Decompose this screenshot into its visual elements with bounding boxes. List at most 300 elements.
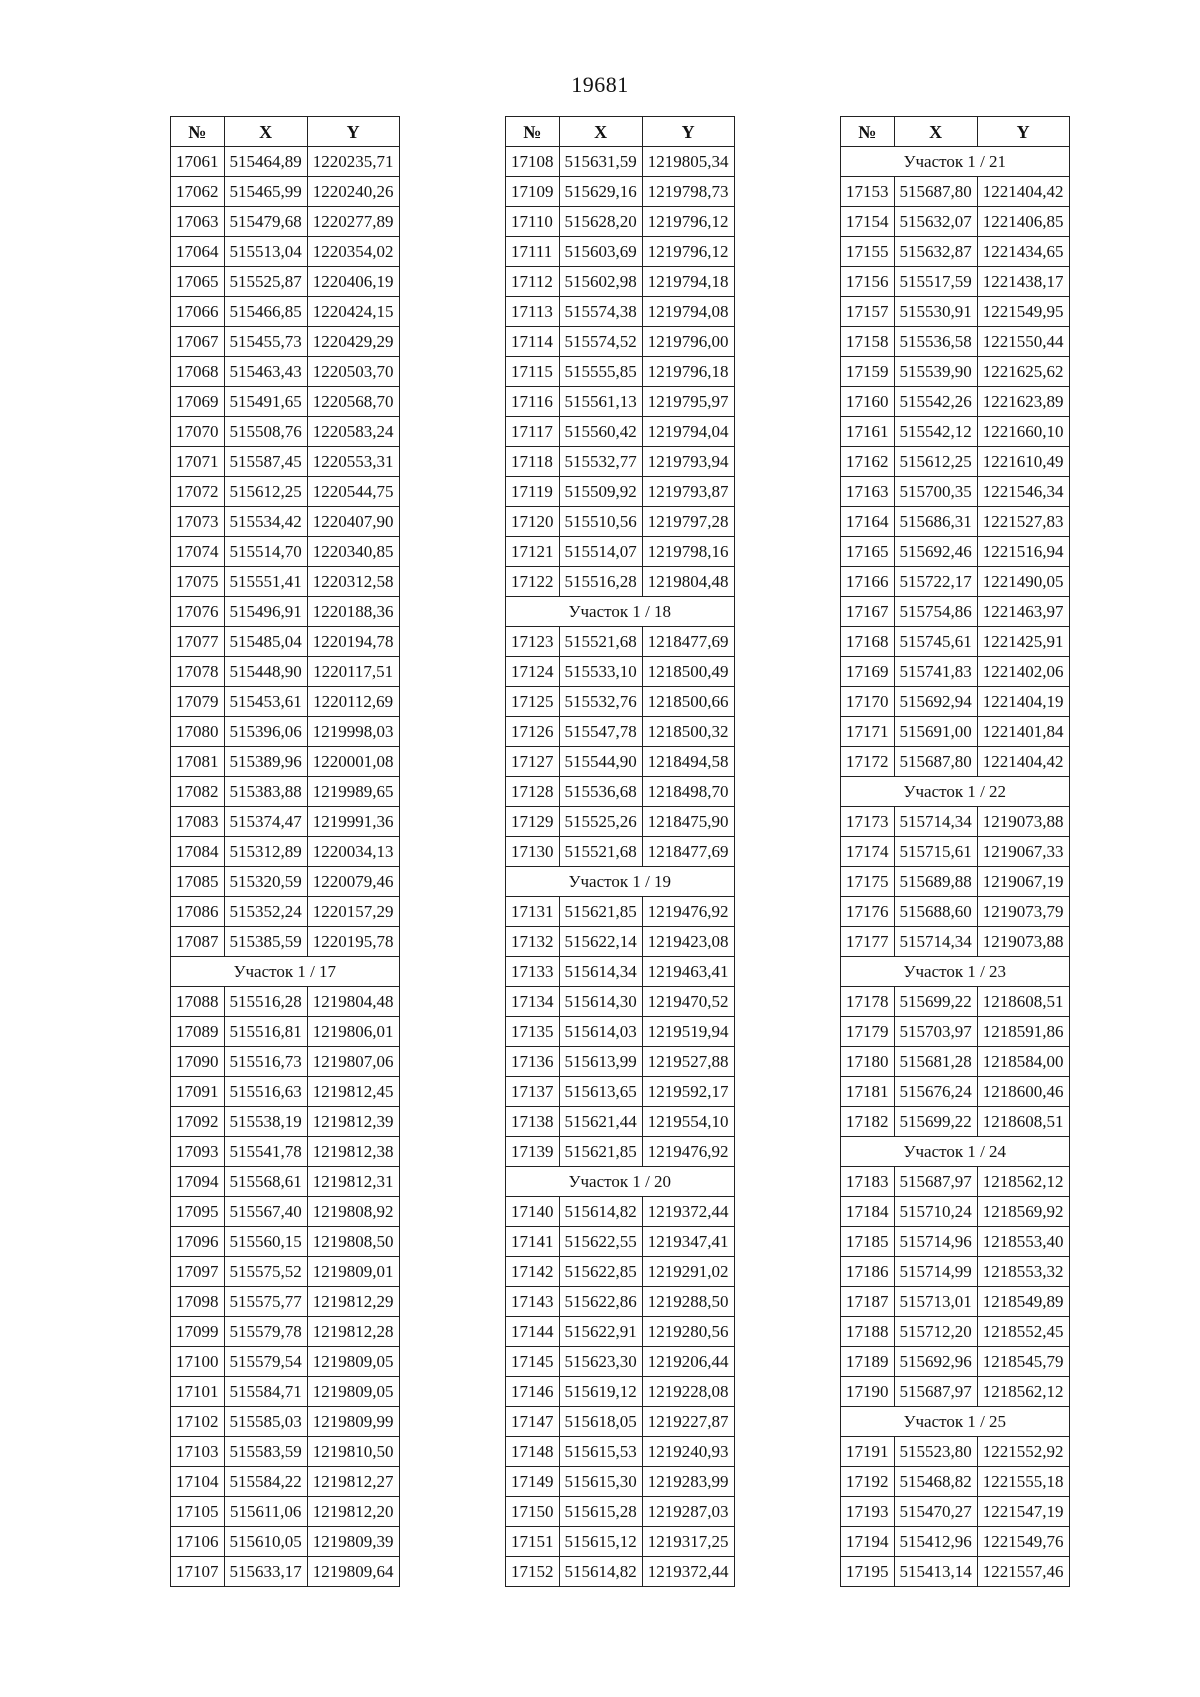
- x-coordinate: 515374,47: [224, 807, 307, 837]
- x-coordinate: 515713,01: [894, 1287, 977, 1317]
- table-row: [506, 267, 735, 297]
- y-coordinate: 1221406,85: [977, 207, 1069, 237]
- y-coordinate: 1220429,29: [307, 327, 399, 357]
- point-number: 17130: [506, 837, 560, 867]
- x-coordinate: 515623,30: [559, 1347, 642, 1377]
- x-coordinate: 515448,90: [224, 657, 307, 687]
- x-coordinate: 515385,59: [224, 927, 307, 957]
- x-coordinate: 515692,46: [894, 537, 977, 567]
- table-row: [171, 867, 400, 897]
- point-number: 17081: [171, 747, 225, 777]
- table-row: [841, 717, 1070, 747]
- x-coordinate: 515521,68: [559, 627, 642, 657]
- x-coordinate: 515692,96: [894, 1347, 977, 1377]
- point-number: 17186: [841, 1257, 895, 1287]
- y-coordinate: 1220407,90: [307, 507, 399, 537]
- table-row: [506, 447, 735, 477]
- x-coordinate: 515525,26: [559, 807, 642, 837]
- x-coordinate: 515602,98: [559, 267, 642, 297]
- y-coordinate: 1219592,17: [642, 1077, 734, 1107]
- table-row: [506, 477, 735, 507]
- x-coordinate: 515536,58: [894, 327, 977, 357]
- section-title: Участок 1 / 23: [841, 957, 1070, 987]
- point-number: 17094: [171, 1167, 225, 1197]
- point-number: 17182: [841, 1107, 895, 1137]
- point-number: 17123: [506, 627, 560, 657]
- point-number: 17088: [171, 987, 225, 1017]
- point-number: 17125: [506, 687, 560, 717]
- x-coordinate: 515615,12: [559, 1527, 642, 1557]
- point-number: 17133: [506, 957, 560, 987]
- x-coordinate: 515532,76: [559, 687, 642, 717]
- point-number: 17190: [841, 1377, 895, 1407]
- table-row: [506, 1557, 735, 1587]
- x-coordinate: 515579,54: [224, 1347, 307, 1377]
- section-title: Участок 1 / 21: [841, 147, 1070, 177]
- point-number: 17127: [506, 747, 560, 777]
- section-title: Участок 1 / 18: [506, 597, 735, 627]
- point-number: 17093: [171, 1137, 225, 1167]
- section-row: [506, 597, 735, 627]
- table-row: [506, 1047, 735, 1077]
- table-row: [841, 1467, 1070, 1497]
- y-coordinate: 1220034,13: [307, 837, 399, 867]
- point-number: 17075: [171, 567, 225, 597]
- table-row: [171, 1377, 400, 1407]
- point-number: 17061: [171, 147, 225, 177]
- y-coordinate: 1219796,00: [642, 327, 734, 357]
- y-coordinate: 1220340,85: [307, 537, 399, 567]
- point-number: 17074: [171, 537, 225, 567]
- y-coordinate: 1221438,17: [977, 267, 1069, 297]
- x-coordinate: 515412,96: [894, 1527, 977, 1557]
- x-coordinate: 515703,97: [894, 1017, 977, 1047]
- point-number: 17119: [506, 477, 560, 507]
- y-coordinate: 1219812,31: [307, 1167, 399, 1197]
- x-coordinate: 515320,59: [224, 867, 307, 897]
- table-row: [171, 1167, 400, 1197]
- point-number: 17100: [171, 1347, 225, 1377]
- y-coordinate: 1219240,93: [642, 1437, 734, 1467]
- y-coordinate: 1219998,03: [307, 717, 399, 747]
- x-coordinate: 515700,35: [894, 477, 977, 507]
- x-coordinate: 515621,85: [559, 897, 642, 927]
- y-coordinate: 1219812,28: [307, 1317, 399, 1347]
- y-coordinate: 1218553,32: [977, 1257, 1069, 1287]
- x-coordinate: 515567,40: [224, 1197, 307, 1227]
- y-coordinate: 1220117,51: [307, 657, 399, 687]
- x-coordinate: 515516,28: [224, 987, 307, 1017]
- table-row: [506, 1407, 735, 1437]
- table-row: [171, 1017, 400, 1047]
- section-title: Участок 1 / 17: [171, 957, 400, 987]
- table-row: [506, 657, 735, 687]
- y-coordinate: 1221404,19: [977, 687, 1069, 717]
- point-number: 17157: [841, 297, 895, 327]
- y-coordinate: 1218569,92: [977, 1197, 1069, 1227]
- table-row: [841, 927, 1070, 957]
- y-coordinate: 1219470,52: [642, 987, 734, 1017]
- x-coordinate: 515614,03: [559, 1017, 642, 1047]
- x-coordinate: 515614,82: [559, 1557, 642, 1587]
- x-coordinate: 515710,24: [894, 1197, 977, 1227]
- x-coordinate: 515516,63: [224, 1077, 307, 1107]
- table-row: [506, 357, 735, 387]
- y-coordinate: 1221401,84: [977, 717, 1069, 747]
- table-row: [506, 1287, 735, 1317]
- table-row: [506, 897, 735, 927]
- x-coordinate: 515468,82: [894, 1467, 977, 1497]
- point-number: 17101: [171, 1377, 225, 1407]
- table-row: [171, 447, 400, 477]
- table-row: [841, 837, 1070, 867]
- x-coordinate: 515551,41: [224, 567, 307, 597]
- y-coordinate: 1219798,16: [642, 537, 734, 567]
- point-number: 17066: [171, 297, 225, 327]
- x-coordinate: 515633,17: [224, 1557, 307, 1587]
- point-number: 17195: [841, 1557, 895, 1587]
- y-coordinate: 1221555,18: [977, 1467, 1069, 1497]
- table-row: [171, 567, 400, 597]
- table-row: [171, 1347, 400, 1377]
- y-coordinate: 1219527,88: [642, 1047, 734, 1077]
- table-row: [841, 567, 1070, 597]
- point-number: 17103: [171, 1437, 225, 1467]
- y-coordinate: 1220406,19: [307, 267, 399, 297]
- y-coordinate: 1219796,12: [642, 237, 734, 267]
- y-coordinate: 1221434,65: [977, 237, 1069, 267]
- x-coordinate: 515632,07: [894, 207, 977, 237]
- y-coordinate: 1219795,97: [642, 387, 734, 417]
- table-row: [171, 717, 400, 747]
- table-row: [841, 1197, 1070, 1227]
- table-row: [506, 1347, 735, 1377]
- table-row: [841, 897, 1070, 927]
- point-number: 17114: [506, 327, 560, 357]
- y-coordinate: 1219809,05: [307, 1377, 399, 1407]
- y-coordinate: 1220079,46: [307, 867, 399, 897]
- y-coordinate: 1219809,39: [307, 1527, 399, 1557]
- point-number: 17153: [841, 177, 895, 207]
- point-number: 17164: [841, 507, 895, 537]
- y-coordinate: 1219519,94: [642, 1017, 734, 1047]
- y-coordinate: 1220194,78: [307, 627, 399, 657]
- table-row: [841, 177, 1070, 207]
- y-coordinate: 1218498,70: [642, 777, 734, 807]
- y-coordinate: 1219809,64: [307, 1557, 399, 1587]
- y-coordinate: 1219812,29: [307, 1287, 399, 1317]
- table-row: [506, 1497, 735, 1527]
- table-row: [506, 1527, 735, 1557]
- x-coordinate: 515622,55: [559, 1227, 642, 1257]
- col-header-x: X: [559, 117, 642, 147]
- y-coordinate: 1219806,01: [307, 1017, 399, 1047]
- x-coordinate: 515465,99: [224, 177, 307, 207]
- table-row: [171, 1437, 400, 1467]
- point-number: 17113: [506, 297, 560, 327]
- x-coordinate: 515352,24: [224, 897, 307, 927]
- y-coordinate: 1219227,87: [642, 1407, 734, 1437]
- table-row: [841, 867, 1070, 897]
- table-row: [506, 1377, 735, 1407]
- table-row: [841, 1377, 1070, 1407]
- y-coordinate: 1218475,90: [642, 807, 734, 837]
- y-coordinate: 1218591,86: [977, 1017, 1069, 1047]
- table-row: [171, 207, 400, 237]
- table-row: [171, 777, 400, 807]
- point-number: 17070: [171, 417, 225, 447]
- table-row: [171, 1557, 400, 1587]
- table-row: [171, 237, 400, 267]
- table-row: [171, 927, 400, 957]
- x-coordinate: 515613,99: [559, 1047, 642, 1077]
- point-number: 17097: [171, 1257, 225, 1287]
- point-number: 17122: [506, 567, 560, 597]
- table-row: [506, 927, 735, 957]
- x-coordinate: 515396,06: [224, 717, 307, 747]
- x-coordinate: 515455,73: [224, 327, 307, 357]
- point-number: 17092: [171, 1107, 225, 1137]
- point-number: 17090: [171, 1047, 225, 1077]
- point-number: 17142: [506, 1257, 560, 1287]
- y-coordinate: 1221547,19: [977, 1497, 1069, 1527]
- point-number: 17111: [506, 237, 560, 267]
- y-coordinate: 1221557,46: [977, 1557, 1069, 1587]
- x-coordinate: 515629,16: [559, 177, 642, 207]
- point-number: 17151: [506, 1527, 560, 1557]
- y-coordinate: 1218608,51: [977, 987, 1069, 1017]
- x-coordinate: 515542,26: [894, 387, 977, 417]
- point-number: 17159: [841, 357, 895, 387]
- point-number: 17172: [841, 747, 895, 777]
- x-coordinate: 515547,78: [559, 717, 642, 747]
- x-coordinate: 515533,10: [559, 657, 642, 687]
- table-row: [171, 1527, 400, 1557]
- y-coordinate: 1219794,18: [642, 267, 734, 297]
- y-coordinate: 1218600,46: [977, 1077, 1069, 1107]
- point-number: 17091: [171, 1077, 225, 1107]
- point-number: 17183: [841, 1167, 895, 1197]
- table-row: [171, 357, 400, 387]
- y-coordinate: 1219463,41: [642, 957, 734, 987]
- y-coordinate: 1218494,58: [642, 747, 734, 777]
- point-number: 17168: [841, 627, 895, 657]
- point-number: 17072: [171, 477, 225, 507]
- y-coordinate: 1219794,04: [642, 417, 734, 447]
- table-row: [171, 1227, 400, 1257]
- point-number: 17102: [171, 1407, 225, 1437]
- x-coordinate: 515516,28: [559, 567, 642, 597]
- x-coordinate: 515615,30: [559, 1467, 642, 1497]
- point-number: 17194: [841, 1527, 895, 1557]
- x-coordinate: 515603,69: [559, 237, 642, 267]
- x-coordinate: 515741,83: [894, 657, 977, 687]
- point-number: 17174: [841, 837, 895, 867]
- table-row: [841, 1227, 1070, 1257]
- point-number: 17129: [506, 807, 560, 837]
- y-coordinate: 1218552,45: [977, 1317, 1069, 1347]
- y-coordinate: 1220235,71: [307, 147, 399, 177]
- point-number: 17104: [171, 1467, 225, 1497]
- point-number: 17117: [506, 417, 560, 447]
- x-coordinate: 515688,60: [894, 897, 977, 927]
- y-coordinate: 1221550,44: [977, 327, 1069, 357]
- point-number: 17077: [171, 627, 225, 657]
- table-row: [506, 717, 735, 747]
- point-number: 17062: [171, 177, 225, 207]
- point-number: 17132: [506, 927, 560, 957]
- point-number: 17086: [171, 897, 225, 927]
- x-coordinate: 515517,59: [894, 267, 977, 297]
- table-row: [171, 807, 400, 837]
- coordinate-table-3: [840, 116, 1070, 1587]
- point-number: 17076: [171, 597, 225, 627]
- section-title: Участок 1 / 24: [841, 1137, 1070, 1167]
- y-coordinate: 1219793,94: [642, 447, 734, 477]
- header-row: [171, 117, 400, 147]
- point-number: 17177: [841, 927, 895, 957]
- y-coordinate: 1221546,34: [977, 477, 1069, 507]
- table-row: [506, 687, 735, 717]
- point-number: 17143: [506, 1287, 560, 1317]
- col-header-number: №: [841, 117, 895, 147]
- y-coordinate: 1219812,27: [307, 1467, 399, 1497]
- y-coordinate: 1219288,50: [642, 1287, 734, 1317]
- table-row: [841, 417, 1070, 447]
- y-coordinate: 1219812,20: [307, 1497, 399, 1527]
- point-number: 17087: [171, 927, 225, 957]
- x-coordinate: 515687,80: [894, 177, 977, 207]
- col-header-y: Y: [977, 117, 1069, 147]
- x-coordinate: 515579,78: [224, 1317, 307, 1347]
- table-row: [841, 1497, 1070, 1527]
- point-number: 17115: [506, 357, 560, 387]
- x-coordinate: 515687,97: [894, 1167, 977, 1197]
- y-coordinate: 1219073,79: [977, 897, 1069, 927]
- table-row: [506, 1227, 735, 1257]
- point-number: 17175: [841, 867, 895, 897]
- col-header-x: X: [894, 117, 977, 147]
- table-row: [506, 1017, 735, 1047]
- section-row: [506, 1167, 735, 1197]
- x-coordinate: 515466,85: [224, 297, 307, 327]
- x-coordinate: 515628,20: [559, 207, 642, 237]
- coordinate-table-2: [505, 116, 735, 1587]
- point-number: 17158: [841, 327, 895, 357]
- y-coordinate: 1218608,51: [977, 1107, 1069, 1137]
- table-row: [171, 597, 400, 627]
- y-coordinate: 1219283,99: [642, 1467, 734, 1497]
- table-row: [841, 1437, 1070, 1467]
- x-coordinate: 515542,12: [894, 417, 977, 447]
- point-number: 17173: [841, 807, 895, 837]
- y-coordinate: 1219291,02: [642, 1257, 734, 1287]
- x-coordinate: 515555,85: [559, 357, 642, 387]
- y-coordinate: 1219796,18: [642, 357, 734, 387]
- table-row: [506, 177, 735, 207]
- y-coordinate: 1219809,99: [307, 1407, 399, 1437]
- x-coordinate: 515538,19: [224, 1107, 307, 1137]
- x-coordinate: 515612,25: [224, 477, 307, 507]
- x-coordinate: 515532,77: [559, 447, 642, 477]
- section-row: [841, 147, 1070, 177]
- table-row: [171, 1467, 400, 1497]
- x-coordinate: 515560,42: [559, 417, 642, 447]
- point-number: 17134: [506, 987, 560, 1017]
- y-coordinate: 1220568,70: [307, 387, 399, 417]
- table-row: [506, 417, 735, 447]
- y-coordinate: 1219812,45: [307, 1077, 399, 1107]
- x-coordinate: 515561,13: [559, 387, 642, 417]
- y-coordinate: 1219073,88: [977, 807, 1069, 837]
- y-coordinate: 1219793,87: [642, 477, 734, 507]
- table-row: [841, 1347, 1070, 1377]
- table-row: [841, 537, 1070, 567]
- table-row: [171, 1287, 400, 1317]
- table-row: [841, 1257, 1070, 1287]
- point-number: 17193: [841, 1497, 895, 1527]
- point-number: 17121: [506, 537, 560, 567]
- x-coordinate: 515619,12: [559, 1377, 642, 1407]
- x-coordinate: 515383,88: [224, 777, 307, 807]
- x-coordinate: 515714,99: [894, 1257, 977, 1287]
- x-coordinate: 515413,14: [894, 1557, 977, 1587]
- table-row: [841, 507, 1070, 537]
- x-coordinate: 515689,88: [894, 867, 977, 897]
- table-row: [841, 597, 1070, 627]
- x-coordinate: 515754,86: [894, 597, 977, 627]
- point-number: 17165: [841, 537, 895, 567]
- x-coordinate: 515687,97: [894, 1377, 977, 1407]
- point-number: 17189: [841, 1347, 895, 1377]
- table-row: [841, 1527, 1070, 1557]
- y-coordinate: 1220001,08: [307, 747, 399, 777]
- point-number: 17162: [841, 447, 895, 477]
- point-number: 17149: [506, 1467, 560, 1497]
- table-row: [171, 747, 400, 777]
- table-row: [171, 147, 400, 177]
- y-coordinate: 1218477,69: [642, 627, 734, 657]
- y-coordinate: 1218500,66: [642, 687, 734, 717]
- table-row: [171, 297, 400, 327]
- col-header-x: X: [224, 117, 307, 147]
- point-number: 17150: [506, 1497, 560, 1527]
- y-coordinate: 1219797,28: [642, 507, 734, 537]
- x-coordinate: 515681,28: [894, 1047, 977, 1077]
- point-number: 17169: [841, 657, 895, 687]
- point-number: 17166: [841, 567, 895, 597]
- section-row: [841, 957, 1070, 987]
- y-coordinate: 1219287,03: [642, 1497, 734, 1527]
- table-row: [841, 987, 1070, 1017]
- x-coordinate: 515585,03: [224, 1407, 307, 1437]
- table-row: [506, 1197, 735, 1227]
- x-coordinate: 515464,89: [224, 147, 307, 177]
- x-coordinate: 515632,87: [894, 237, 977, 267]
- y-coordinate: 1218584,00: [977, 1047, 1069, 1077]
- x-coordinate: 515686,31: [894, 507, 977, 537]
- y-coordinate: 1220157,29: [307, 897, 399, 927]
- x-coordinate: 515584,22: [224, 1467, 307, 1497]
- table-row: [171, 897, 400, 927]
- header-row: [841, 117, 1070, 147]
- table-row: [506, 537, 735, 567]
- table-row: [841, 1317, 1070, 1347]
- table-row: [506, 987, 735, 1017]
- table-row: [841, 1107, 1070, 1137]
- y-coordinate: 1218477,69: [642, 837, 734, 867]
- y-coordinate: 1220553,31: [307, 447, 399, 477]
